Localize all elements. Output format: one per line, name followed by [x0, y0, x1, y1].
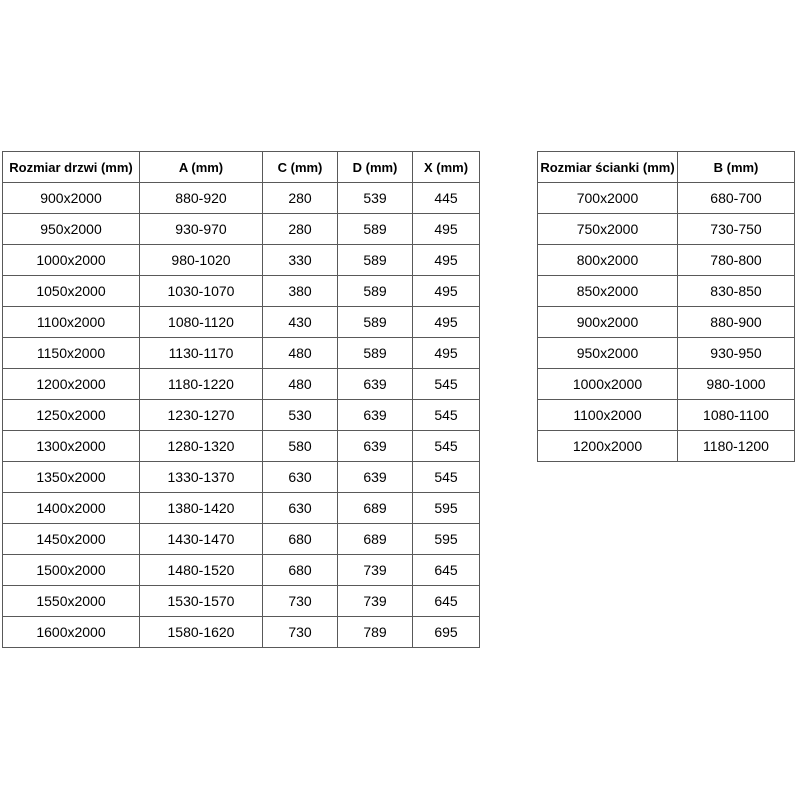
table-cell: 680 [263, 524, 338, 555]
table-cell: 539 [338, 183, 413, 214]
table-cell: 980-1020 [140, 245, 263, 276]
table-cell: 1550x2000 [3, 586, 140, 617]
table-cell: 495 [413, 276, 480, 307]
door-sizes-table-body [3, 183, 480, 648]
table-row [3, 524, 480, 555]
table-cell: 1100x2000 [538, 400, 678, 431]
table-cell: 739 [338, 555, 413, 586]
table-cell: 1600x2000 [3, 617, 140, 648]
table-cell: 1450x2000 [3, 524, 140, 555]
table-row [3, 493, 480, 524]
table-cell: 495 [413, 338, 480, 369]
table-row [538, 276, 795, 307]
table-cell: 1250x2000 [3, 400, 140, 431]
table-cell: 330 [263, 245, 338, 276]
wall-sizes-header-row [538, 152, 795, 183]
table-cell: 1380-1420 [140, 493, 263, 524]
table-cell: 980-1000 [678, 369, 795, 400]
table-row [3, 462, 480, 493]
wall-sizes-table-body [538, 183, 795, 462]
table-cell: 950x2000 [538, 338, 678, 369]
table-cell: 1150x2000 [3, 338, 140, 369]
table-cell: 1000x2000 [3, 245, 140, 276]
table-cell: 950x2000 [3, 214, 140, 245]
table-cell: 545 [413, 400, 480, 431]
table-row [538, 431, 795, 462]
table-cell: 700x2000 [538, 183, 678, 214]
table-cell: 1200x2000 [538, 431, 678, 462]
table-cell: 280 [263, 214, 338, 245]
table-cell: 639 [338, 369, 413, 400]
table-row [3, 431, 480, 462]
table-row [3, 338, 480, 369]
table-row [538, 369, 795, 400]
table-row [3, 369, 480, 400]
table-cell: 545 [413, 369, 480, 400]
table-row [538, 400, 795, 431]
door-sizes-header-row [3, 152, 480, 183]
table-cell: 280 [263, 183, 338, 214]
table-cell: 580 [263, 431, 338, 462]
table-cell: 800x2000 [538, 245, 678, 276]
table-row [538, 307, 795, 338]
column-header-b-mm: B (mm) [678, 152, 795, 183]
table-cell: 739 [338, 586, 413, 617]
table-cell: 495 [413, 307, 480, 338]
table-cell: 689 [338, 524, 413, 555]
table-cell: 495 [413, 214, 480, 245]
table-cell: 1580-1620 [140, 617, 263, 648]
table-cell: 1330-1370 [140, 462, 263, 493]
wall-sizes-table [537, 151, 795, 462]
table-row [538, 338, 795, 369]
table-cell: 630 [263, 493, 338, 524]
table-cell: 1200x2000 [3, 369, 140, 400]
table-cell: 1130-1170 [140, 338, 263, 369]
table-cell: 830-850 [678, 276, 795, 307]
table-row [3, 555, 480, 586]
table-cell: 689 [338, 493, 413, 524]
table-cell: 445 [413, 183, 480, 214]
table-cell: 1430-1470 [140, 524, 263, 555]
table-cell: 789 [338, 617, 413, 648]
table-cell: 1530-1570 [140, 586, 263, 617]
table-cell: 1300x2000 [3, 431, 140, 462]
table-cell: 630 [263, 462, 338, 493]
table-cell: 1180-1200 [678, 431, 795, 462]
table-row [538, 214, 795, 245]
door-sizes-table [2, 151, 480, 648]
table-cell: 589 [338, 276, 413, 307]
table-cell: 639 [338, 400, 413, 431]
table-cell: 1030-1070 [140, 276, 263, 307]
table-cell: 530 [263, 400, 338, 431]
table-cell: 900x2000 [538, 307, 678, 338]
table-cell: 750x2000 [538, 214, 678, 245]
table-row [3, 400, 480, 431]
table-cell: 930-970 [140, 214, 263, 245]
table-row [3, 183, 480, 214]
table-cell: 480 [263, 369, 338, 400]
table-cell: 900x2000 [3, 183, 140, 214]
column-header-d-mm: D (mm) [338, 152, 413, 183]
table-row [3, 214, 480, 245]
table-cell: 1100x2000 [3, 307, 140, 338]
table-cell: 1500x2000 [3, 555, 140, 586]
table-cell: 589 [338, 307, 413, 338]
table-cell: 680 [263, 555, 338, 586]
table-cell: 780-800 [678, 245, 795, 276]
table-cell: 1280-1320 [140, 431, 263, 462]
table-cell: 850x2000 [538, 276, 678, 307]
table-cell: 639 [338, 462, 413, 493]
table-cell: 1400x2000 [3, 493, 140, 524]
table-cell: 880-920 [140, 183, 263, 214]
table-cell: 545 [413, 462, 480, 493]
table-cell: 645 [413, 586, 480, 617]
table-cell: 880-900 [678, 307, 795, 338]
table-cell: 645 [413, 555, 480, 586]
table-cell: 1480-1520 [140, 555, 263, 586]
table-cell: 495 [413, 245, 480, 276]
table-cell: 595 [413, 524, 480, 555]
table-cell: 1000x2000 [538, 369, 678, 400]
table-cell: 1180-1220 [140, 369, 263, 400]
table-cell: 545 [413, 431, 480, 462]
column-header-a-mm: A (mm) [140, 152, 263, 183]
table-cell: 695 [413, 617, 480, 648]
table-row [3, 586, 480, 617]
table-cell: 1080-1120 [140, 307, 263, 338]
table-cell: 680-700 [678, 183, 795, 214]
table-cell: 639 [338, 431, 413, 462]
table-cell: 730 [263, 617, 338, 648]
table-cell: 595 [413, 493, 480, 524]
table-cell: 730 [263, 586, 338, 617]
table-row [3, 276, 480, 307]
table-cell: 589 [338, 338, 413, 369]
table-row [3, 307, 480, 338]
table-cell: 1050x2000 [3, 276, 140, 307]
table-cell: 730-750 [678, 214, 795, 245]
table-cell: 430 [263, 307, 338, 338]
table-row [3, 245, 480, 276]
table-cell: 589 [338, 245, 413, 276]
table-cell: 589 [338, 214, 413, 245]
table-cell: 1350x2000 [3, 462, 140, 493]
table-cell: 480 [263, 338, 338, 369]
table-cell: 1080-1100 [678, 400, 795, 431]
column-header-x-mm: X (mm) [413, 152, 480, 183]
column-header-c-mm: C (mm) [263, 152, 338, 183]
column-header-rozmiar-drzwi: Rozmiar drzwi (mm) [3, 152, 140, 183]
table-cell: 1230-1270 [140, 400, 263, 431]
table-cell: 930-950 [678, 338, 795, 369]
table-row [538, 183, 795, 214]
table-row [3, 617, 480, 648]
table-cell: 380 [263, 276, 338, 307]
table-row [538, 245, 795, 276]
column-header-rozmiar-scianki: Rozmiar ścianki (mm) [538, 152, 678, 183]
